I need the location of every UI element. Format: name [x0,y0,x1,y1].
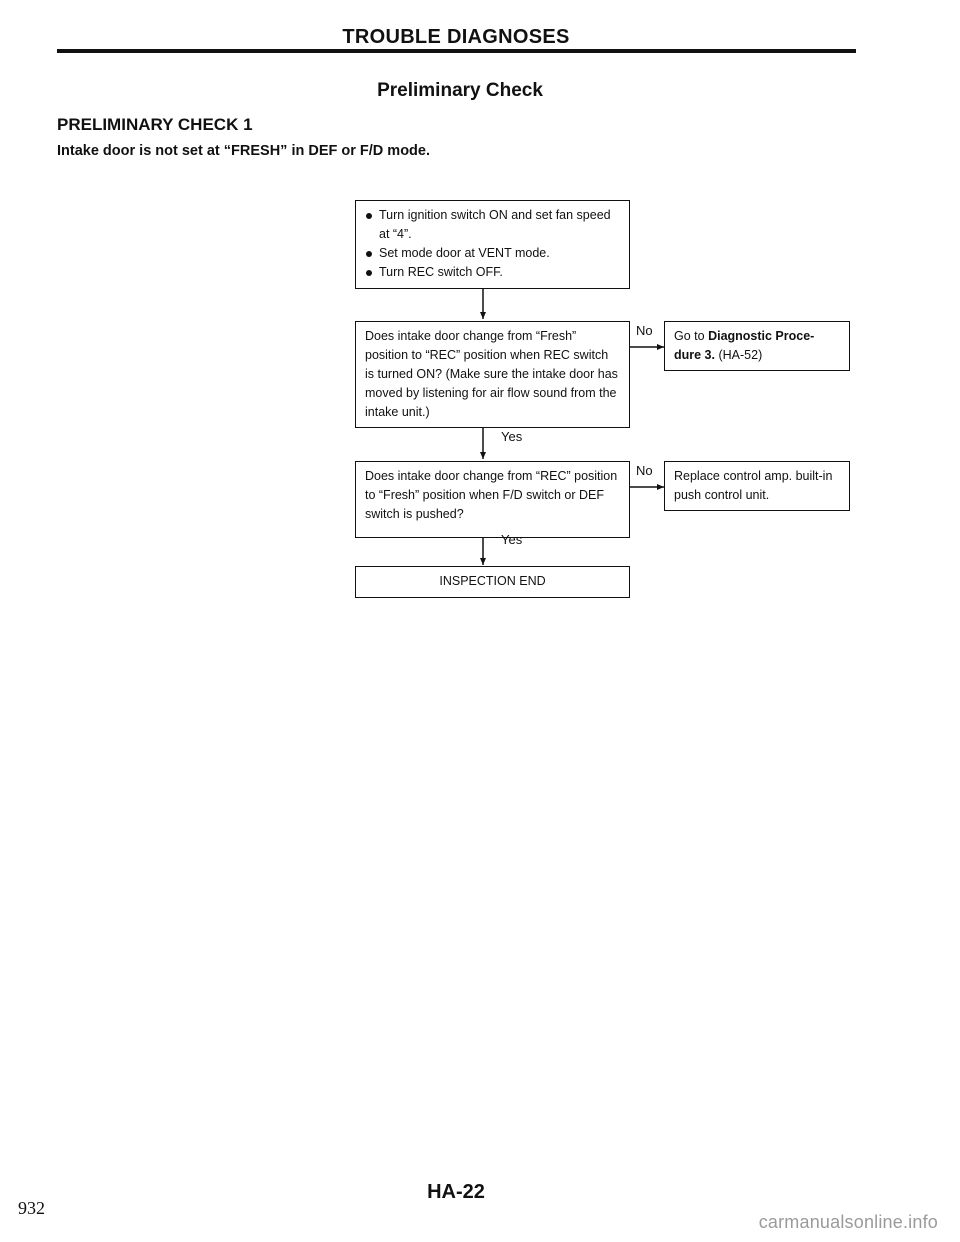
result-1-link: Diagnostic Proce-dure 3. [674,329,815,362]
question-1-text: Does intake door change from “Fresh” position to “REC” position when REC switch is turned ON? (Make sure the intake door has moved by listening for air flow sound from the intake unit.) [365,329,618,419]
flow-result-1 [664,321,850,371]
flow-start-box [355,200,630,289]
watermark: carmanualsonline.info [758,1212,938,1232]
flow-end-box [355,566,630,598]
end-text: INSPECTION END [439,574,546,588]
question-2-no-label: No [636,463,653,478]
page-number: HA-22 [427,1181,485,1203]
result-1-ref: (HA-52) [718,348,763,362]
result-1-prefix: Go to [674,329,705,343]
question-1-yes-label: Yes [501,429,523,444]
section-title: Preliminary Check [377,80,543,101]
start-step-1: Turn ignition switch ON and set fan speed at “4”. [365,206,620,244]
check-subtitle: Intake door is not set at “FRESH” in DEF or F/D mode. [57,143,431,159]
start-step-3: Turn REC switch OFF. [365,263,620,282]
question-2-yes-label: Yes [501,532,523,547]
start-step-2: Set mode door at VENT mode. [365,244,620,263]
flow-question-1 [355,321,630,428]
flow-result-2 [664,461,850,511]
question-2-text: Does intake door change from “REC” position to “Fresh” position when F/D switch or DEF switch is pushed? [365,469,618,521]
header-title: TROUBLE DIAGNOSES [342,26,570,48]
result-2-text: Replace control amp. built-in push control unit. [674,469,833,502]
question-1-no-label: No [636,323,653,338]
page-serial: 932 [18,1198,45,1218]
flow-question-2 [355,461,630,538]
check-title: PRELIMINARY CHECK 1 [57,115,253,134]
